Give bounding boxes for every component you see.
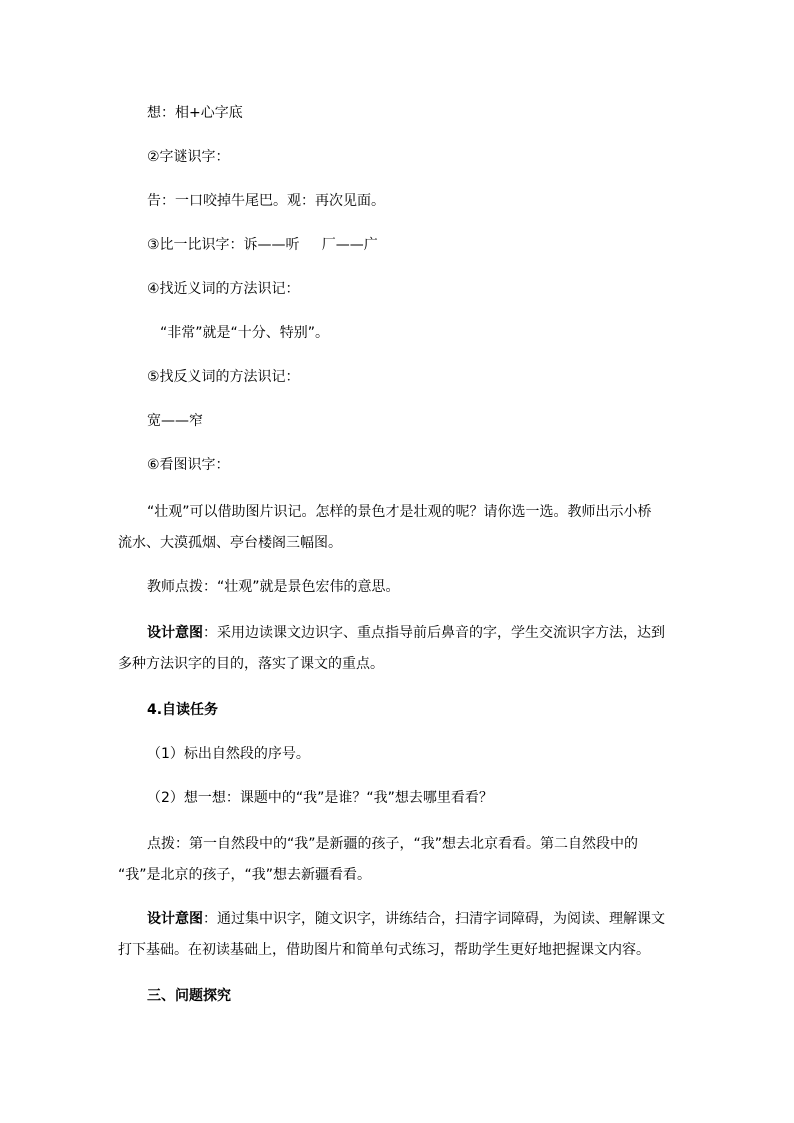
text-line: ③比一比识字：诉——听 厂——广: [147, 237, 378, 253]
text-line: 宽——窄: [147, 413, 203, 429]
section-heading: 4.自读任务: [147, 702, 219, 718]
text-line: “我”是北京的孩子，“我”想去新疆看看。: [118, 867, 372, 883]
design-intent-line: [147, 623, 665, 643]
text-line: 打下基础。在初读基础上，借助图片和简单句式练习，帮助学生更好地把握课文内容。: [118, 942, 650, 958]
section-heading: 三、问题探究: [147, 988, 231, 1004]
text-line: ⑥看图识字：: [147, 457, 230, 473]
text-line: 点拨：第一自然段中的“我”是新疆的孩子，“我”想去北京看看。第二自然段中的: [147, 836, 639, 852]
design-intent-line: [147, 909, 665, 929]
text-line: 多种方法识字的目的，落实了课文的重点。: [118, 656, 384, 672]
text-line: （1）标出自然段的序号。: [147, 746, 310, 762]
design-intent-text: ：采用边读课文边识字、重点指导前后鼻音的字，学生交流识字方法，达到: [203, 625, 665, 641]
design-intent-label: 设计意图: [147, 911, 203, 927]
text-line: ②字谜识字：: [147, 149, 230, 165]
text-line: 流水、大漠孤烟、亭台楼阁三幅图。: [118, 535, 342, 551]
text-line: “非常”就是“十分、特别”。: [160, 325, 330, 341]
text-line: 告：一口咬掉牛尾巴。观：再次见面。: [147, 193, 385, 209]
text-line: 教师点拨：“壮观”就是景色宏伟的意思。: [147, 579, 400, 595]
text-line: 想：相+心字底: [147, 105, 243, 121]
design-intent-label: 设计意图: [147, 625, 203, 641]
text-line: （2）想一想：课题中的“我”是谁？“我”想去哪里看看？: [147, 790, 493, 806]
text-line: ⑤找反义词的方法识记：: [147, 369, 300, 385]
text-line: ④找近义词的方法识记：: [147, 281, 300, 297]
design-intent-text: ：通过集中识字，随文识字，讲练结合，扫清字词障碍，为阅读、理解课文: [203, 911, 665, 927]
text-line: “壮观”可以借助图片识记。怎样的景色才是壮观的呢？请你选一选。教师出示小桥: [147, 504, 652, 520]
